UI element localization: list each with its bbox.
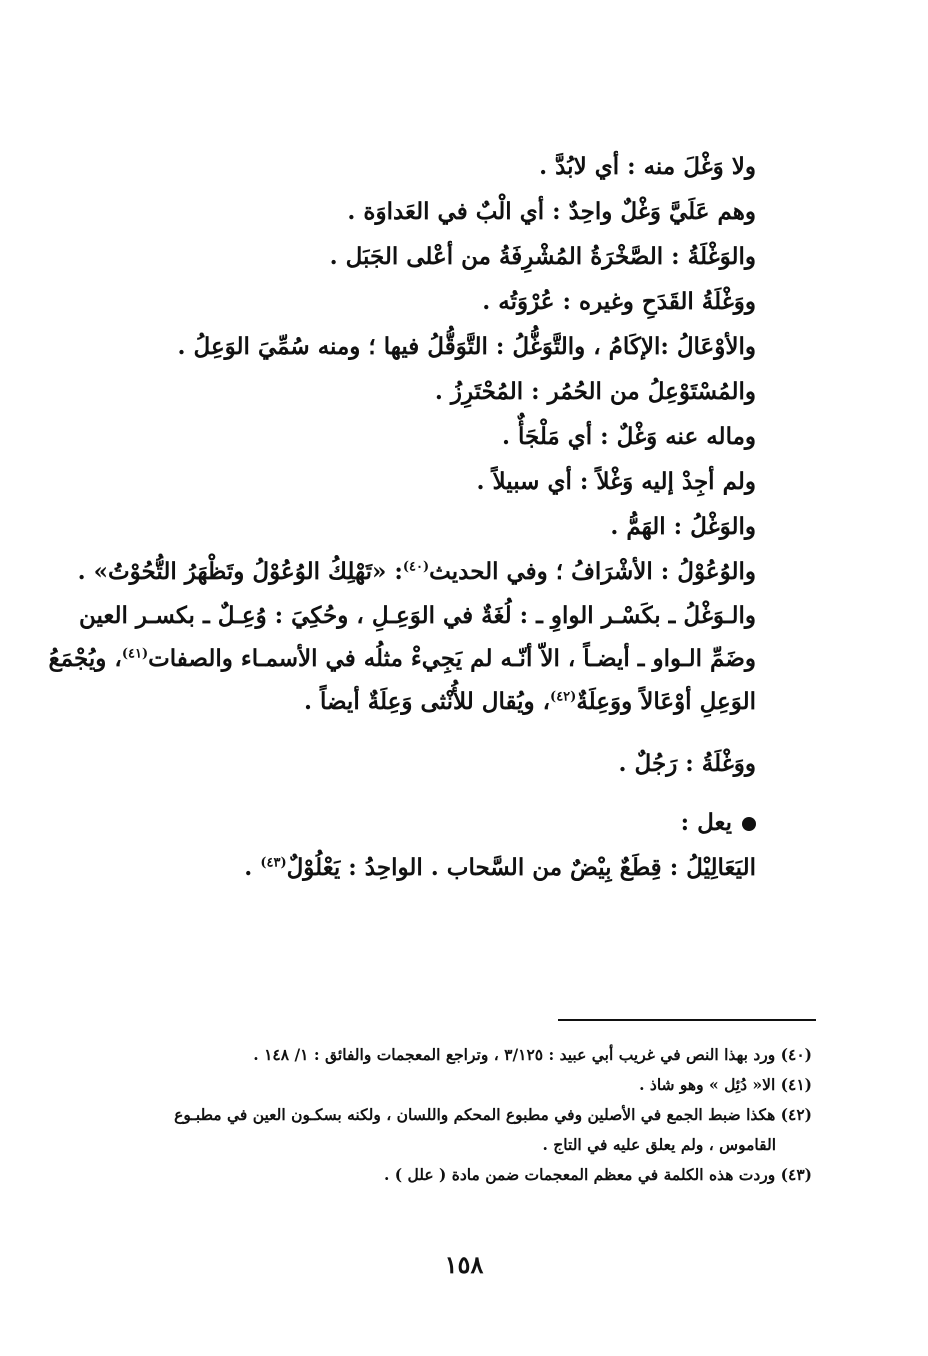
- entry-definition-end: .: [244, 854, 261, 881]
- para-line-3-tail: ، ويُقال للأُنْثى وَعِلَةٌ أيضاً .: [303, 688, 551, 715]
- footnote-divider: [558, 1019, 816, 1021]
- text-line-5: والأوْعَالُ :الإكَامُ ، والتَّوَغُّلُ : التَّوَقُّلُ فيها ؛ ومنه سُمِّيَ الوَعِلُ .: [177, 333, 756, 360]
- footnote-40: (٤٠) ورد بهذا النص في غريب أبي عبيد : ٣/١٢٥ ، وتراجع المعجمات والفائق : ١/ ١٤٨ .: [253, 1045, 812, 1064]
- entry-definition: [92, 845, 756, 890]
- para-line-2: [48, 637, 756, 680]
- footnote-ref-42: (٤٢): [550, 689, 577, 705]
- entry-heading-text: يعل :: [680, 809, 732, 836]
- entry-definition-text: اليَعَالِيْلُ : قِطَعٌ بِيْضٌ من السَّحاب . الواحِدُ : يَعْلُوْلٌ: [286, 854, 756, 881]
- text-line-8: ولم أجِدْ إليه وَغْلاً : أي سبيلاً .: [476, 468, 756, 495]
- footnote-ref-41: (٤١): [121, 646, 149, 662]
- text-line-1: ولا وَغْلَ منه : أي لابُدَّ .: [539, 153, 756, 180]
- footnotes-section: [88, 1040, 812, 1190]
- text-line-10: [77, 549, 756, 594]
- para-line-1: والـوَغْلُ ـ بكَسْـر الواوِ ـ : لُغَةٌ في الوَعِـلِ ، وحُكِيَ : وُعِـلٌ ـ بكسـر العين: [78, 602, 756, 629]
- footnote-43: (٤٣) وردت هذه الكلمة في معظم المعجمات ضمن مادة ( علل ) .: [383, 1165, 812, 1184]
- para-line-2-text: وضَمِّ الـواو ـ أيضـاً ، الاّ أنّـه لم يَجِيءْ مثلُه في الأسمـاء والصفات: [148, 645, 756, 672]
- footnote-41: (٤١) الا« دُئِل » وهو شاذ .: [639, 1075, 812, 1094]
- para-line-2-tail: ، ويُجْمَعُ: [48, 645, 122, 672]
- text-line-wagla-rajul: ووَغْلَةُ : رَجُلٌ .: [618, 750, 756, 777]
- footnote-ref-40: (٤٠): [402, 559, 430, 575]
- text-line-2: وهم عَلَيَّ وَغْلٌ واحِدٌ : أي الْبٌ في العَداوَة .: [347, 198, 756, 225]
- main-text-body: [48, 144, 756, 890]
- text-line-4: ووَغْلَةُ القَدَحِ وغيره : عُرْوَتُه .: [482, 288, 756, 315]
- footnote-42: (٤٢) هكذا ضبط الجمع في الأصلين وفي مطبوع المحكم واللسان ، ولكنه بسكـون العين في مطبـوع: [174, 1105, 812, 1124]
- bullet-icon: [742, 817, 756, 831]
- text-line-3: والوَغْلَةُ : الصَّخْرَةُ المُشْرِفَةُ من أعْلى الجَبَل .: [329, 243, 756, 270]
- para-line-3: [92, 680, 756, 723]
- text-line-7: وماله عنه وَغْلٌ : أي مَلْجَأٌ .: [501, 423, 756, 450]
- text-line-6: والمُسْتَوْعِلُ من الحُمُر : المُحْتَرِزُ .: [434, 378, 756, 405]
- text-line-10-start: والوُعُوْلُ : الأشْرَافُ ؛ وفي الحديث: [429, 558, 756, 585]
- page-number: ١٥٨: [444, 1250, 484, 1279]
- hadith-quote: : «تَهْلِكُ الوُعُوْلُ وتَظْهَرُ التُّحُوْتُ» .: [77, 558, 403, 585]
- footnote-42-continued: القاموس ، ولم يعلق عليه في التاج .: [542, 1135, 776, 1154]
- entry-heading: [92, 800, 756, 845]
- text-line-9: والوَغْلُ : الهَمُّ .: [610, 513, 756, 540]
- para-line-3-text: الوَعِلِ أوْعَالاً ووَعِلَةٌ: [576, 688, 756, 715]
- footnote-ref-43: (٤٣): [260, 855, 287, 871]
